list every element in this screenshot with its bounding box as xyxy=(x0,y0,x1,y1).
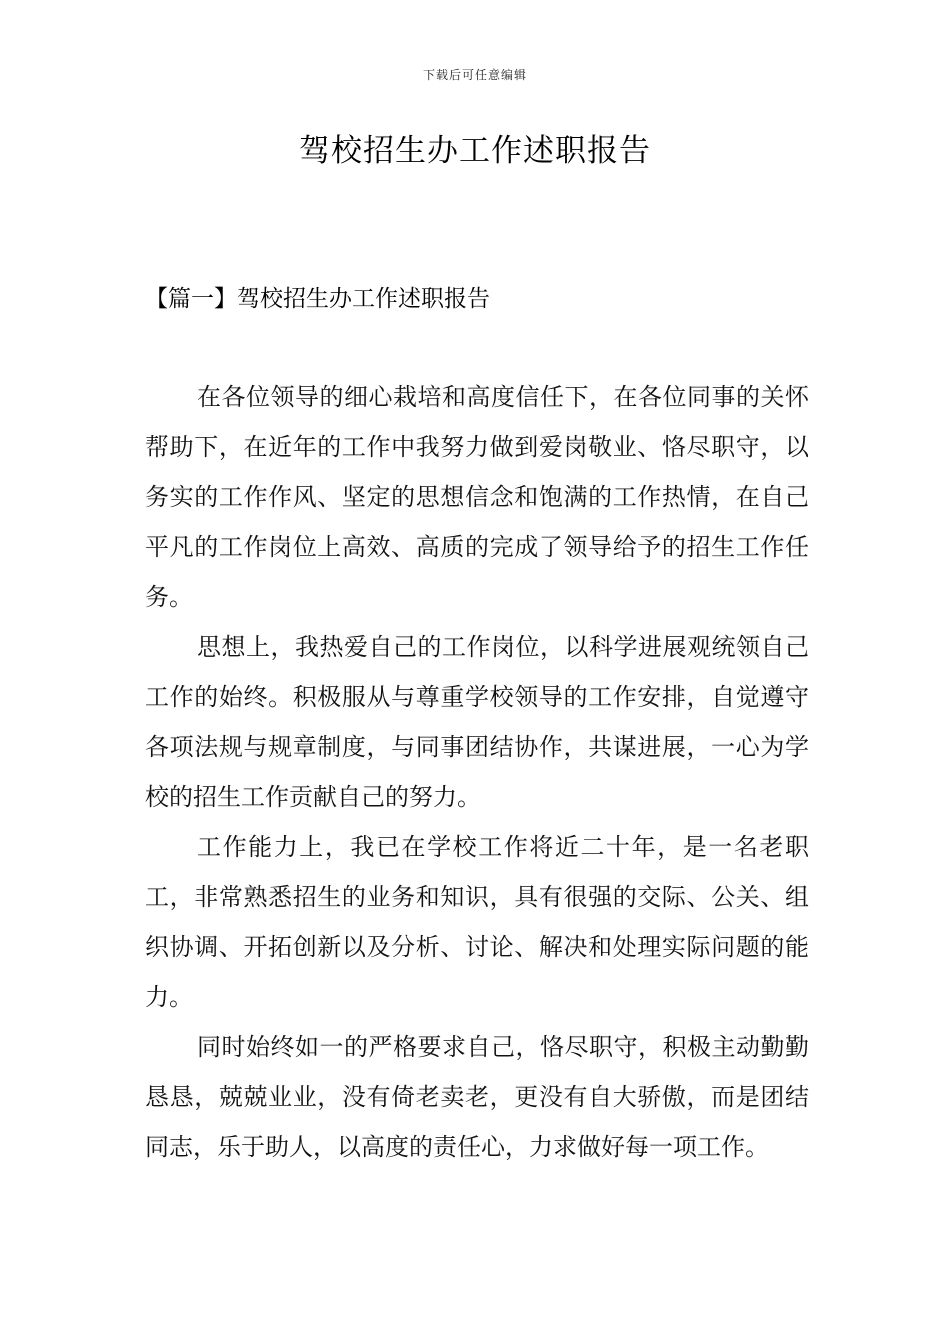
paragraph-1: 在各位领导的细心栽培和高度信任下，在各位同事的关怀帮助下，在近年的工作中我努力做到爱岗敬业、恪尽职守，以务实的工作作风、坚定的思想信念和饱满的工作热情，在自己平凡的工作岗位上高效、高质的完成了领导给予的招生工作任务。 xyxy=(145,383,809,611)
document-title: 驾校招生办工作述职报告 xyxy=(299,133,651,169)
section-heading: 【篇一】驾校招生办工作述职报告 xyxy=(145,286,490,312)
document-body xyxy=(145,372,809,1172)
header-note: 下载后可任意编辑 xyxy=(422,68,527,82)
paragraph-3: 工作能力上，我已在学校工作将近二十年，是一名老职工，非常熟悉招生的业务和知识，具有很强的交际、公关、组织协调、开拓创新以及分析、讨论、解决和处理实际问题的能力。 xyxy=(145,833,809,1011)
paragraph-4: 同时始终如一的严格要求自己，恪尽职守，积极主动勤勤恳恳，兢兢业业，没有倚老卖老，更没有自大骄傲，而是团结同志，乐于助人，以高度的责任心，力求做好每一项工作。 xyxy=(145,1033,809,1161)
paragraph-2: 思想上，我热爱自己的工作岗位，以科学进展观统领自己工作的始终。积极服从与尊重学校领导的工作安排，自觉遵守各项法规与规章制度，与同事团结协作，共谋进展，一心为学校的招生工作贡献自己的努力。 xyxy=(145,633,809,811)
